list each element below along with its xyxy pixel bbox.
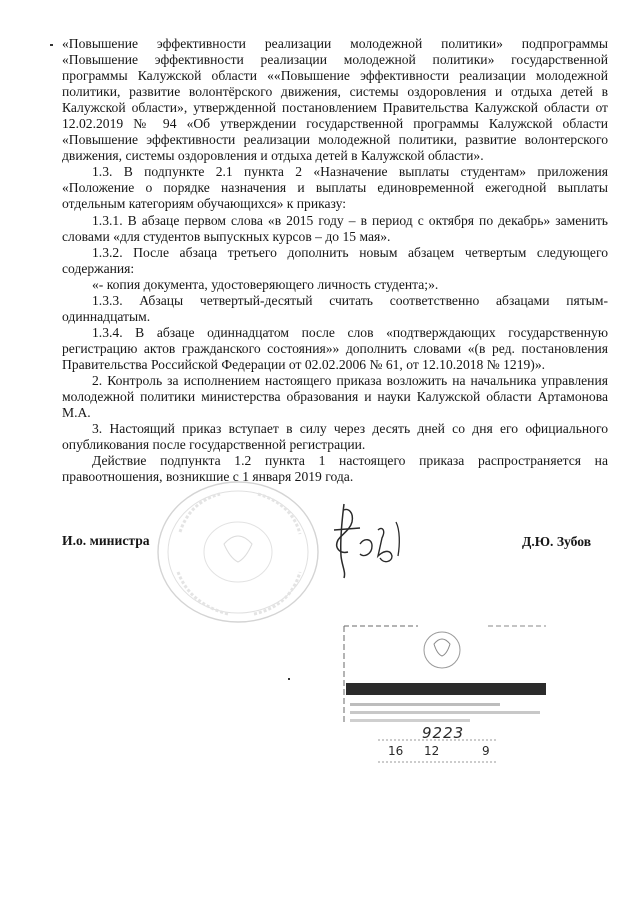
registration-number: 9223 bbox=[422, 724, 465, 742]
stamp-header bbox=[346, 683, 546, 695]
registration-year: 9 bbox=[482, 744, 490, 758]
scan-speck bbox=[288, 678, 290, 680]
signature-block bbox=[0, 528, 640, 558]
paragraph-1-3: 1.3. В подпункте 2.1 пункта 2 «Назначение выплаты студентам» приложения «Положение о порядке назначения и выплаты единовременной ежегодной выплаты отдельным категориям обучающихся» к приказу: bbox=[62, 164, 608, 212]
document-body bbox=[62, 36, 608, 485]
registration-month: 12 bbox=[424, 744, 440, 758]
paragraph-2: 2. Контроль за исполнением настоящего приказа возложить на начальника управления молодежной политики министерства образования и науки Калужской области Артамонова М.А. bbox=[62, 372, 608, 421]
paragraph-1-3-1: 1.3.1. В абзаце первом слова «в 2015 году – в период с октября по декабрь» заменить словами «для студентов выпускных курсов – до 15 мая». bbox=[62, 212, 608, 244]
paragraph-3: 3. Настоящий приказ вступает в силу через десять дней со дня его официального опубликования после государственной регистрации. bbox=[62, 421, 608, 453]
registration-day: 16 bbox=[388, 744, 404, 758]
paragraph-quote: «- копия документа, удостоверяющего личность студента;». bbox=[92, 276, 439, 292]
paragraph-1-3-3: 1.3.3. Абзацы четвертый-десятый считать соответственно абзацами пятым-одиннадцатым. bbox=[62, 292, 608, 324]
paragraph-effect: Действие подпункта 1.2 пункта 1 настоящего приказа распространяется на правоотношения, возникшие с 1 января 2019 года. bbox=[62, 453, 608, 485]
scan-speck bbox=[50, 44, 53, 46]
paragraph-1-3-4: 1.3.4. В абзаце одиннадцатом после слов «подтверждающих государственную регистрацию актов гражданского состояния»» дополнить словами «(в ред. постановления Правительства Российской Федерации от 02.02.2006 № 61, от 12.10.2018 № 1219)». bbox=[62, 324, 608, 372]
signatory-name: Д.Ю. Зубов bbox=[522, 534, 592, 549]
paragraph-continuation: «Повышение эффективности реализации молодежной политики» подпрограммы «Повышение эффективности реализации молодежной политики» государственной программы Калужской области ««Повышение эффективности реализации молодежной политики, развитие волонтёрского движения, системы оздоровления и отдыха детей в Калужской области», утвержденной постановлением Правительства Калужской области от 12.02.2019 № 94 «Об утверждении государственной программы Калужской области «Повышение эффективности реализации молодежной политики, развитие волонтерского движения, системы оздоровления и отдыха детей в Калужской области». bbox=[62, 36, 608, 164]
signatory-role: И.о. министра bbox=[62, 533, 150, 548]
paragraph-1-3-2: 1.3.2. После абзаца третьего дополнить новым абзацем четвертым следующего содержания: bbox=[62, 244, 608, 276]
